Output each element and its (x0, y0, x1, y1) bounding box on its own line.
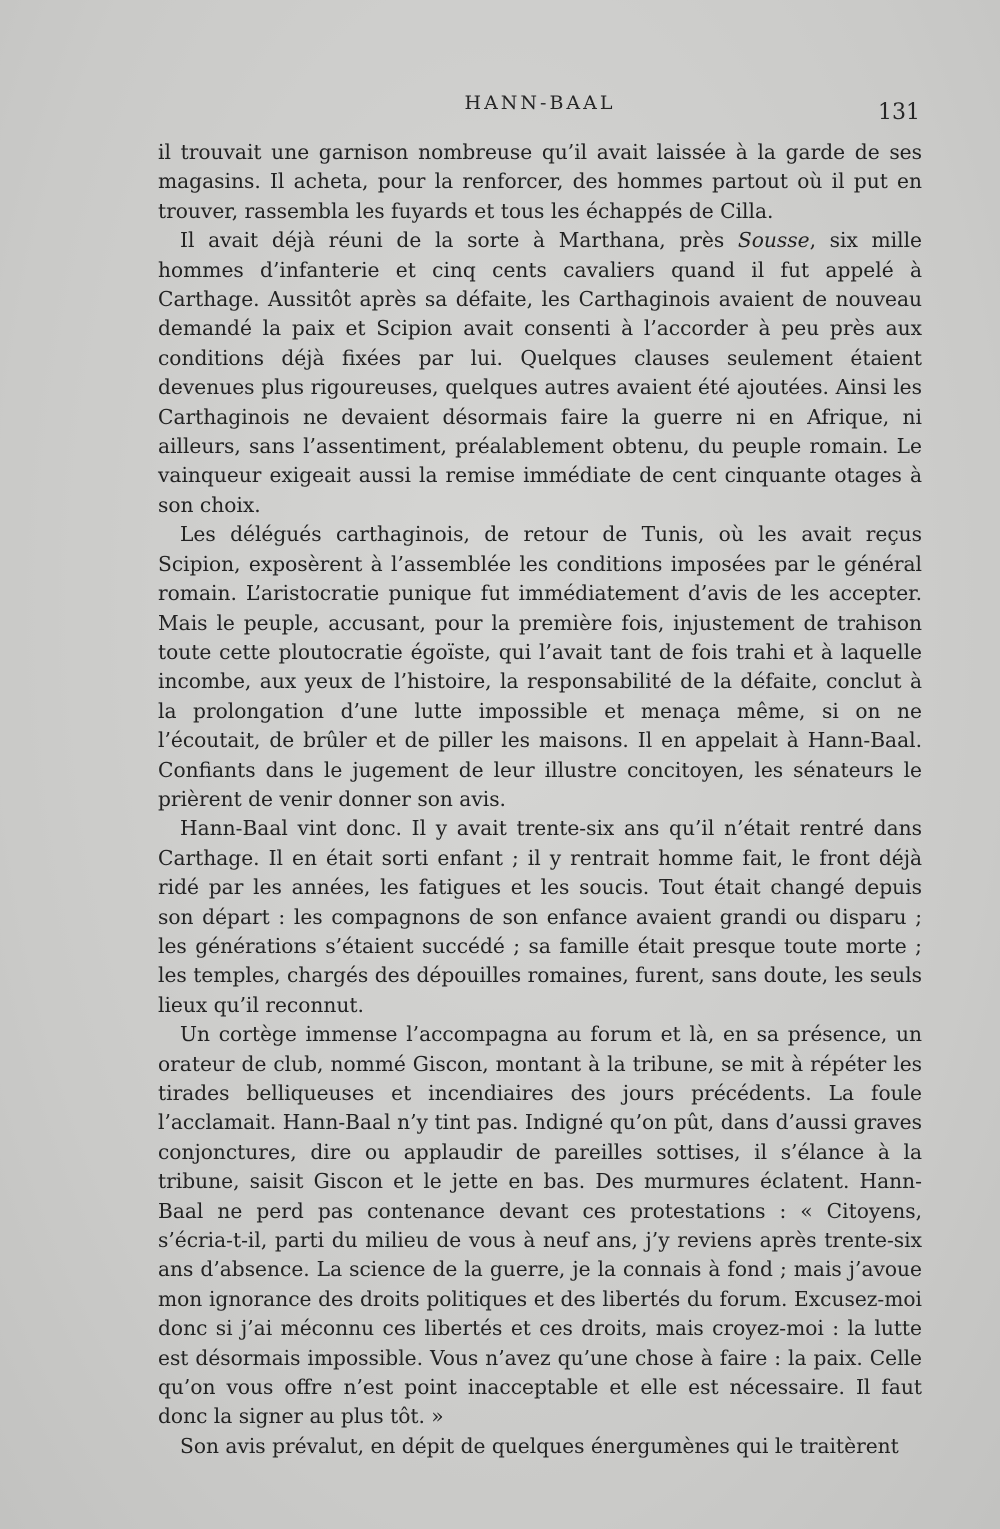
body-text (158, 138, 922, 1461)
page-header (160, 92, 920, 132)
paragraph-2 (158, 226, 922, 520)
paragraph-text: Son avis prévalut, en dépit de quelques énergumènes qui le traitèrent (180, 1433, 899, 1458)
page-number: 131 (878, 100, 920, 125)
paragraph-text: Les délégués carthaginois, de retour de Tunis, où les avait reçus Scipion, exposèrent à l’assemblée les conditions imposées par le général romain. L’aristocratie punique fut immédiatement d’avis de les accepter. Mais le peuple, accusant, pour la première fois, injustement de trahison toute cette ploutocratie égoïste, qui l’avait tant de fois trahi et à laquelle incombe, aux yeux de l’histoire, la responsabilité de la défaite, conclut à la prolongation d’une lutte impossible et menaça même, si on ne l’écoutait, de brûler et de piller les maisons. Il en appelait à Hann-Baal. Confiants dans le jugement de leur illustre concitoyen, les sénateurs le prièrent de venir donner son avis. (158, 522, 922, 811)
paragraph-text: Hann-Baal vint donc. Il y avait trente-six ans qu’il n’était rentré dans Carthage. Il en était sorti enfant ; il y rentrait homme fait, le front déjà ridé par les années, les fatigues et les soucis. Tout était changé depuis son départ : les compagnons de son enfance avaient grandi ou disparu ; les générations s’étaient succédé ; sa famille était presque toute morte ; les temples, chargés des dépouilles romaines, furent, sans doute, les seuls lieux qu’il reconnut. (158, 816, 922, 1017)
paragraph-3 (158, 520, 922, 814)
place-name-italic: Sousse (737, 228, 810, 253)
running-head: HANN-BAAL (464, 92, 616, 114)
paragraph-4 (158, 814, 922, 1020)
paragraph-5 (158, 1020, 922, 1432)
paragraph-text: , six mille hommes d’infanterie et cinq cents cavaliers quand il fut appelé à Carthage. Aussitôt après sa défaite, les Carthaginois avaient de nouveau demandé la paix et Scipion avait consenti à l’accorder à peu près aux conditions déjà fixées par lui. Quelques clauses seulement étaient devenues plus rigoureuses, quelques autres avaient été ajoutées. Ainsi les Carthaginois ne devaient désormais faire la guerre ni en Afrique, ni ailleurs, sans l’assentiment, préalablement obtenu, du peuple romain. Le vainqueur exigeait aussi la remise immédiate de cent cinquante otages à son choix. (158, 228, 922, 517)
paragraph-text: il trouvait une garnison nombreuse qu’il avait laissée à la garde de ses magasins. Il acheta, pour la renforcer, des hommes partout où il put en trouver, rassembla les fuyards et tous les échappés de Cilla. (158, 140, 922, 223)
paragraph-1 (158, 138, 922, 226)
paragraph-text: Un cortège immense l’accompagna au forum et là, en sa présence, un orateur de club, nommé Giscon, montant à la tribune, se mit à répéter les tirades belliqueuses et incendiaires des jours précédents. La foule l’acclamait. Hann-Baal n’y tint pas. Indigné qu’on pût, dans d’aussi graves conjonctures, dire ou applaudir de pareilles sottises, il s’élance à la tribune, saisit Giscon et le jette en bas. Des murmures éclatent. Hann-Baal ne perd pas contenance devant ces protestations : « Citoyens, s’écria-t-il, parti du milieu de vous à neuf ans, j’y reviens après trente-six ans d’absence. La science de la guerre, je la connais à fond ; mais j’avoue mon ignorance des droits politiques et des libertés du forum. Excusez-moi donc si j’ai méconnu ces libertés et ces droits, mais croyez-moi : la lutte est désormais impossible. Vous n’avez qu’une chose à faire : la paix. Celle qu’on vous offre n’est point inacceptable et elle est nécessaire. Il faut donc la signer au plus tôt. » (158, 1022, 922, 1429)
paragraph-6 (158, 1432, 922, 1461)
paragraph-text: Il avait déjà réuni de la sorte à Marthana, près (180, 228, 738, 253)
